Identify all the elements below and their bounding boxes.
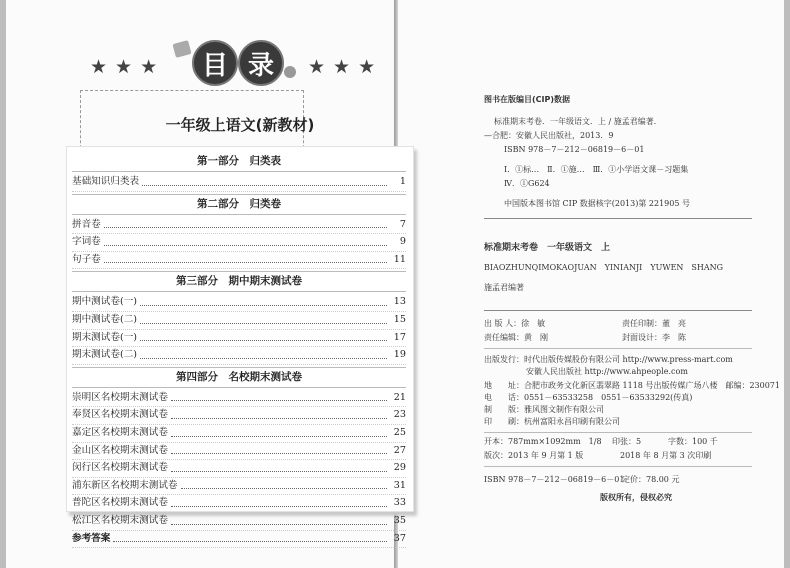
- cip-line-4: Ⅰ．①标… Ⅱ．①施… Ⅲ．①小学语文课－习题集: [504, 165, 689, 174]
- toc-entry-label: 浦东新区名校期末测试卷: [72, 479, 178, 491]
- toc-section-heading: 第四部分 名校期末测试卷: [72, 367, 406, 388]
- toc-leader-dots: [142, 174, 387, 186]
- toc-entry-page: 9: [399, 236, 406, 248]
- cip-line-5: Ⅳ．①G624: [504, 179, 550, 188]
- toc-entry: [72, 513, 406, 531]
- toc-leader-dots: [181, 478, 387, 490]
- toc-entry-label: 字词卷: [72, 236, 101, 248]
- book-author: 施孟君编著: [484, 283, 524, 292]
- toc-entry-label: 普陀区名校期末测试卷: [72, 497, 168, 509]
- toc-entry: [72, 330, 406, 348]
- toc-entry-label: 闵行区名校期末测试卷: [72, 462, 168, 474]
- rights-notice: 版权所有，侵权必究: [600, 493, 672, 502]
- toc-section-heading: 第三部分 期中期末测试卷: [72, 271, 406, 292]
- toc-entry-label: 奉贤区名校期末测试卷: [72, 409, 168, 421]
- toc-leader-dots: [171, 460, 387, 472]
- toc-entry-label: 句子卷: [72, 253, 101, 265]
- cip-divider: [484, 218, 752, 219]
- print-manager: 责任印制：董 亮: [622, 319, 686, 328]
- toc-entry-page: 1: [399, 176, 406, 187]
- cip-line-1: 标准期末考卷．一年级语文．上 / 施孟君编著．: [494, 117, 662, 126]
- title-badge-2: 录: [238, 40, 284, 86]
- sheets: 印张：5: [612, 437, 642, 446]
- cip-heading: 图书在版编目(CIP)数据: [484, 95, 571, 104]
- toc-entry-page: 35: [393, 514, 406, 526]
- toc-entry-label: 松江区名校期末测试卷: [72, 514, 168, 526]
- toc-entry: [72, 407, 406, 425]
- cover-designer: 封面设计：李 陈: [622, 333, 686, 342]
- table-of-contents: [72, 150, 406, 548]
- toc-entry-page: 23: [393, 409, 406, 421]
- toc-leader-dots: [171, 390, 387, 402]
- toc-leader-dots: [140, 294, 387, 306]
- toc-entry-page: 15: [393, 313, 406, 325]
- toc-leader-dots: [140, 347, 387, 359]
- publishing-divider: [484, 432, 752, 433]
- toc-entry-page: 11: [393, 253, 406, 265]
- toc-entry-page: 7: [399, 218, 406, 230]
- ball-decoration: [284, 66, 296, 78]
- book-title: 标准期末考卷 一年级语文 上: [484, 243, 611, 253]
- toc-entry: [72, 495, 406, 513]
- toc-entry-page: 31: [393, 479, 406, 491]
- toc-entry-label: 期中测试卷(二): [72, 313, 138, 325]
- toc-entry-label: 嘉定区名校期末测试卷: [72, 426, 168, 438]
- toc-entry: [72, 217, 406, 235]
- price: 定价：78.00 元: [622, 475, 680, 484]
- toc-leader-dots: [171, 443, 387, 455]
- toc-entry-label: 基础知识归类表: [72, 176, 140, 187]
- address: 地 址：合肥市政务文化新区翡翠路 1118 号出版传媒广场八楼 邮编：230071: [484, 381, 780, 390]
- printer: 印 刷：杭州富阳永昌印刷有限公司: [484, 417, 620, 426]
- toc-section-heading: 第二部分 归类卷: [72, 194, 406, 215]
- format: 开本：787mm×1092mm 1/8: [484, 437, 602, 446]
- toc-entry: [72, 460, 406, 478]
- toc-entry-label: 参考答案: [72, 532, 111, 544]
- toc-entry: [72, 174, 406, 192]
- cip-line-3: ISBN 978－7－212－06819－6－01: [504, 145, 645, 154]
- toc-entry-page: 21: [393, 391, 406, 403]
- toc-entry: [72, 347, 406, 365]
- title-badge-1: 目: [192, 40, 238, 86]
- toc-entry: [72, 425, 406, 443]
- title-divider: [484, 310, 752, 311]
- credits-divider: [484, 348, 752, 349]
- toc-entry-label: 崇明区名校期末测试卷: [72, 391, 168, 403]
- publishing-house: 安徽人民出版社 http://www.ahpeople.com: [526, 367, 688, 376]
- toc-entry-label: 金山区名校期末测试卷: [72, 444, 168, 456]
- printing: 2018 年 8 月第 3 次印刷: [620, 451, 712, 460]
- issuer: 出版发行：时代出版传媒股份有限公司 http://www.press-mart.com: [484, 355, 733, 364]
- toc-leader-dots: [104, 234, 387, 246]
- word-count: 字数：100 千: [668, 437, 718, 446]
- toc-entry-page: 29: [393, 462, 406, 474]
- toc-entry-page: 17: [393, 331, 406, 343]
- toc-entry-page: 27: [393, 444, 406, 456]
- cip-line-6: 中国版本图书馆 CIP 数据核字(2013)第 221905 号: [504, 199, 690, 208]
- toc-entry-label: 期中测试卷(一): [72, 296, 138, 308]
- toc-leader-dots: [171, 425, 387, 437]
- toc-entry-page: 25: [393, 426, 406, 438]
- toc-entry-page: 37: [393, 532, 406, 544]
- toc-entry: [72, 234, 406, 252]
- toc-entry: [72, 294, 406, 312]
- isbn: ISBN 978－7－212－06819－6－01: [484, 475, 625, 484]
- prepress: 制 版：雅风图文制作有限公司: [484, 405, 604, 414]
- toc-leader-dots: [171, 513, 387, 525]
- phone: 电 话：0551－63533258 0551－63533292(传真): [484, 393, 693, 402]
- toc-entry: [72, 443, 406, 461]
- star-decoration-left: ★★★: [90, 56, 166, 78]
- toc-entry: [72, 531, 406, 549]
- toc-entry-label: 期末测试卷(二): [72, 349, 138, 361]
- toc-leader-dots: [171, 407, 387, 419]
- specs-divider: [484, 466, 752, 467]
- cip-line-2: —合肥：安徽人民出版社，2013．9: [484, 131, 614, 140]
- subject-title: 一年级上语文(新教材): [165, 116, 315, 134]
- toc-entry-label: 期末测试卷(一): [72, 331, 138, 343]
- toc-leader-dots: [104, 252, 387, 264]
- publisher-person: 出 版 人：徐 敏: [484, 319, 546, 328]
- responsible-editor: 责任编辑：黄 刚: [484, 333, 548, 342]
- toc-entry-label: 拼音卷: [72, 218, 101, 230]
- star-decoration-right: ★★★: [308, 56, 384, 78]
- toc-entry-page: 19: [393, 349, 406, 361]
- toc-entry: [72, 312, 406, 330]
- toc-leader-dots: [104, 217, 387, 229]
- edition: 版次：2013 年 9 月第 1 版: [484, 451, 584, 460]
- toc-entry-page: 33: [393, 497, 406, 509]
- book-pinyin: BIAOZHUNQIMOKAOJUAN YINIANJI YUWEN SHANG: [484, 263, 724, 272]
- toc-section-heading: 第一部分 归类表: [72, 152, 406, 172]
- toc-leader-dots: [140, 312, 387, 324]
- toc-leader-dots: [171, 495, 387, 507]
- toc-entry: [72, 390, 406, 408]
- toc-entry: [72, 478, 406, 496]
- toc-leader-dots: [113, 531, 387, 543]
- toc-entry: [72, 252, 406, 270]
- toc-leader-dots: [140, 330, 387, 342]
- toc-entry-page: 13: [393, 296, 406, 308]
